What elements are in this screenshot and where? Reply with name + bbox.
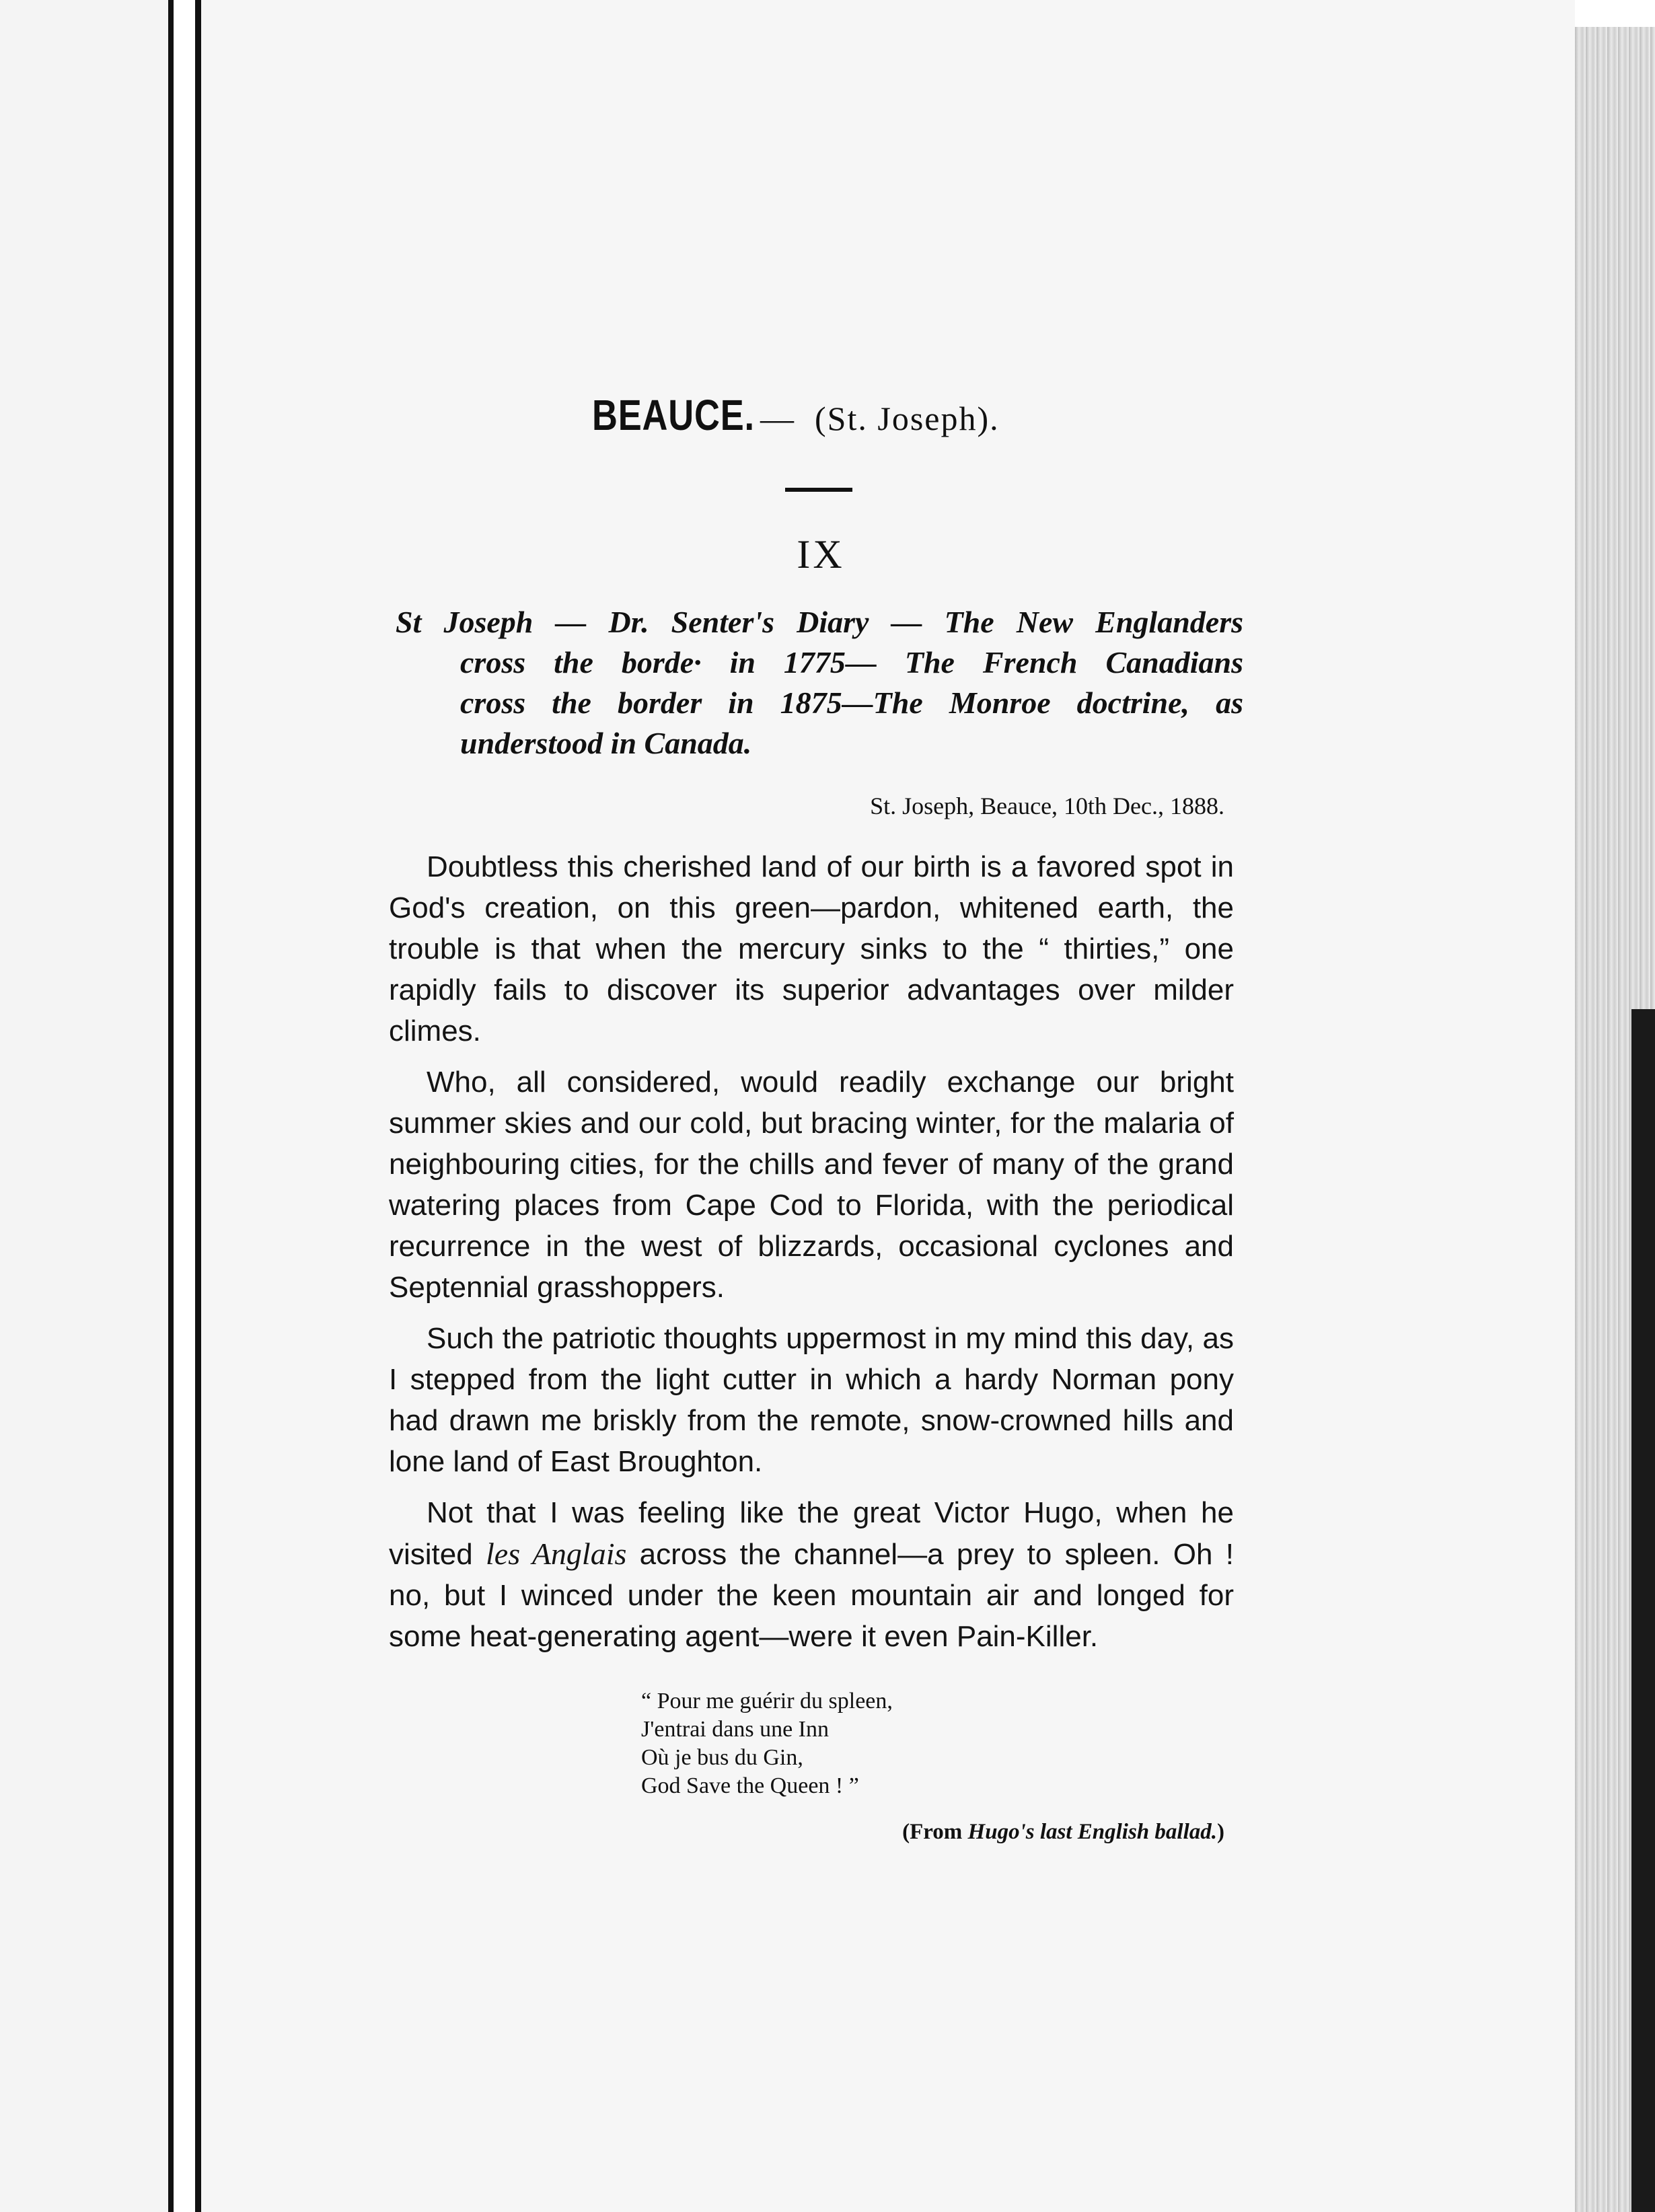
dateline: St. Joseph, Beauce, 10th Dec., 1888. [870, 792, 1224, 819]
verse-source [774, 1820, 1224, 1845]
verse-line: Où je bus du Gin, [641, 1745, 803, 1770]
heading-dash: — [760, 400, 796, 437]
chapter-heading [592, 390, 1198, 440]
chapter-number: IX [797, 532, 845, 577]
summary-line: St Joseph — Dr. Senter's Diary — The New Englanders [396, 605, 1243, 639]
gutter-shadow [168, 0, 174, 2212]
body-text [389, 846, 1234, 1667]
italic-phrase: les Anglais [486, 1537, 627, 1571]
summary-line: cross the borde· in 1775— The French Canadians [460, 645, 1243, 679]
verse-line: “ Pour me guérir du spleen, [641, 1689, 893, 1713]
paragraph: Who, all considered, would readily exchange our bright summer skies and our cold, but bracing winter, for the malaria of neighbouring cities, for the chills and fever of many of the grand watering places from Cape Cod to Florida, with the periodical recurrence in the west of blizzards, occasional cyclones and Septennial grasshoppers. [389, 1066, 1234, 1304]
verse-line: God Save the Queen ! ” [641, 1773, 859, 1798]
summary-line: understood in Canada. [460, 726, 752, 760]
paragraph-text: across the channel—a prey to spleen. Oh ! no, but I winced under the keen mountain air and longed for some heat-generating agent—were it even Pain-Killer. [389, 1538, 1234, 1653]
facing-page-edge [0, 0, 168, 2212]
paragraph [389, 1492, 1234, 1657]
heading-parish: (St. Joseph). [815, 400, 1000, 437]
heading-rule [785, 488, 852, 492]
verse-line: J'entrai dans une Inn [641, 1717, 829, 1742]
paragraph-text: Not that I was feeling like the great Victor Hugo, when he visited [389, 1496, 1234, 1571]
page-stack-shadow [1631, 1009, 1655, 2212]
chapter-summary [396, 602, 1243, 764]
verse-quote [641, 1687, 1112, 1800]
source-open: (From [902, 1820, 968, 1844]
source-title: Hugo's last English ballad. [967, 1820, 1217, 1844]
summary-line: cross the border in 1875—The Monroe doctrine, as [460, 686, 1243, 720]
paragraph: Doubtless this cherished land of our birth is a favored spot in God's creation, on this green—pardon, whitened earth, the trouble is that when the mercury sinks to the “ thirties,” one rapidly fails to discover its superior advantages over milder climes. [389, 850, 1234, 1047]
source-close: ) [1217, 1820, 1224, 1844]
heading-place: BEAUCE. [592, 391, 755, 439]
page-border [195, 0, 201, 2212]
paragraph: Such the patriotic thoughts uppermost in my mind this day, as I stepped from the light cutter in which a hardy Norman pony had drawn me briskly from the remote, snow-crowned hills and lone land of East Broughton. [389, 1322, 1234, 1478]
